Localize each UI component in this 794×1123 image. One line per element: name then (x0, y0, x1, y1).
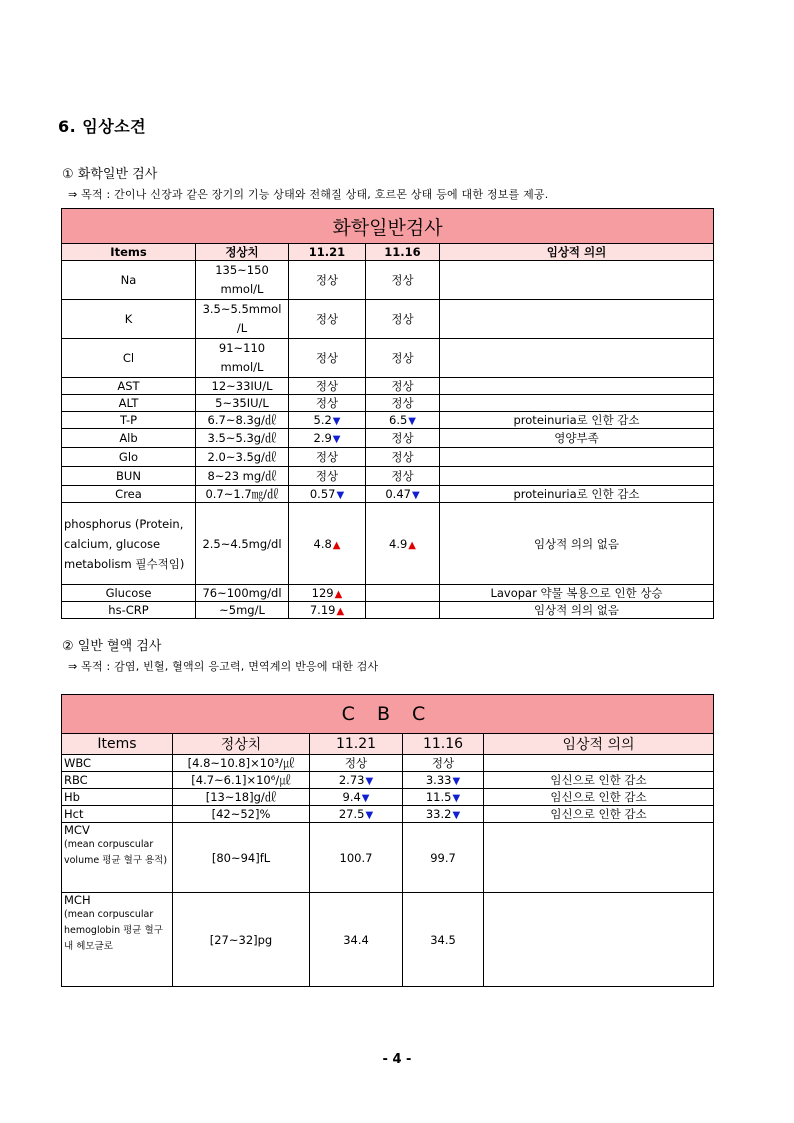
table-cell (366, 339, 440, 378)
cell-value: [4.7~6.1]×10⁶/㎕ (191, 773, 291, 787)
cell-value: 5~35IU/L (215, 396, 269, 410)
down-arrow-icon: ▼ (361, 793, 370, 804)
table-cell (196, 602, 289, 619)
cell-value: MCH (64, 893, 91, 907)
table-row (62, 893, 714, 987)
item-detail: (mean corpuscular volume 평균 혈구 용적) (64, 839, 168, 866)
table-cell (310, 789, 403, 806)
cell-value: ALT (118, 396, 139, 410)
cell-value: [80~94]fL (211, 850, 271, 865)
table-cell (196, 467, 289, 486)
table-row (62, 602, 714, 619)
cell-value: 정상 (315, 312, 339, 326)
table-cell (289, 448, 366, 467)
table-cell (403, 755, 484, 772)
cell-value: 9.4 (342, 790, 361, 804)
table-cell (289, 602, 366, 619)
cell-value: 정상 (431, 756, 455, 770)
cell-value: 4.9 (389, 536, 408, 551)
cell-value: 76~100mg/dl (202, 586, 282, 600)
table-cell (366, 429, 440, 448)
table-cell (484, 772, 714, 789)
cell-value: 임신으로 인한 감소 (550, 790, 647, 804)
cell-value: 129 (311, 586, 334, 600)
up-arrow-icon: ▲ (336, 606, 345, 617)
table-cell (440, 585, 714, 602)
table-cell (62, 772, 173, 789)
cell-value: 정상 (315, 396, 339, 410)
cell-value: Hb (64, 790, 80, 804)
cell-value: 12~33IU/L (211, 379, 273, 393)
table-cell (173, 755, 310, 772)
table-row (62, 300, 714, 339)
table-cell (366, 467, 440, 486)
table-cell (440, 467, 714, 486)
table-cell (196, 486, 289, 503)
table-cell (62, 412, 196, 429)
table-cell (62, 448, 196, 467)
table-cell (289, 300, 366, 339)
table-cell (366, 261, 440, 300)
table-cell (310, 823, 403, 893)
table-row (62, 585, 714, 602)
cell-value: 3.33 (425, 773, 452, 787)
table-cell (440, 261, 714, 300)
up-arrow-icon: ▲ (334, 589, 343, 600)
cell-value: 99.7 (430, 850, 456, 865)
table-cell (310, 893, 403, 987)
table-cell (62, 755, 173, 772)
cell-value: 0.7~1.7㎎/㎗ (205, 487, 279, 501)
table-cell (196, 395, 289, 412)
cell-value: 33.2 (425, 807, 452, 821)
cell-value: 정상 (391, 379, 414, 393)
cell-value: 91~110 mmol/L (218, 341, 266, 374)
cell-value: 정상 (344, 756, 368, 770)
down-arrow-icon: ▼ (332, 434, 341, 445)
cbc-header-row (62, 734, 714, 755)
down-arrow-icon: ▼ (365, 810, 374, 821)
table-cell (289, 395, 366, 412)
table-cell (196, 378, 289, 395)
table-cell (484, 893, 714, 987)
table-cell (310, 806, 403, 823)
table-cell (403, 893, 484, 987)
down-arrow-icon: ▼ (452, 793, 461, 804)
cell-value: ~5mg/L (219, 603, 265, 617)
cell-value: [27~32]pg (209, 932, 273, 947)
cell-value: 임신으로 인한 감소 (550, 807, 647, 821)
cell-value: T-P (119, 413, 138, 427)
table-row (62, 823, 714, 893)
table-cell (366, 602, 440, 619)
cell-value: Glucose (105, 586, 152, 600)
cell-value: Hct (64, 807, 84, 821)
down-arrow-icon: ▼ (408, 416, 416, 427)
table-row (62, 261, 714, 300)
table-cell (289, 339, 366, 378)
table-cell (484, 755, 714, 772)
col-header: 임상적 의의 (484, 734, 714, 755)
table-cell (440, 429, 714, 448)
cell-value: proteinuria로 인한 감소 (513, 487, 640, 501)
col-header: Items (62, 244, 196, 261)
table-cell (403, 789, 484, 806)
table-cell (62, 300, 196, 339)
cbc-purpose: ⇒ 목적 : 감염, 빈혈, 혈액의 응고력, 면역계의 반응에 대한 검사 (68, 660, 379, 673)
table-cell (440, 448, 714, 467)
table-cell (440, 339, 714, 378)
cell-value: 4.8 (313, 536, 332, 551)
table-row (62, 806, 714, 823)
table-cell (440, 300, 714, 339)
table-cell (62, 789, 173, 806)
table-row (62, 339, 714, 378)
table-cell (484, 823, 714, 893)
cell-value: 임신으로 인한 감소 (550, 773, 647, 787)
up-arrow-icon: ▲ (332, 539, 341, 551)
col-header: 임상적 의의 (440, 244, 714, 261)
table-cell (484, 806, 714, 823)
cell-value: RBC (64, 773, 88, 787)
cell-value: 정상 (315, 379, 339, 393)
table-cell (289, 585, 366, 602)
table-cell (289, 261, 366, 300)
chem-purpose: ⇒ 목적 : 간이나 신장과 같은 장기의 기능 상태와 전해질 상태, 호르몬 상태 등에 대한 정보를 제공. (68, 188, 549, 201)
cell-value: 0.57 (309, 487, 336, 501)
cell-value: 정상 (391, 312, 414, 326)
table-cell (366, 503, 440, 585)
col-header: Items (62, 734, 173, 755)
table-cell (62, 602, 196, 619)
table-cell (173, 893, 310, 987)
cell-value: 정상 (391, 431, 414, 445)
cell-value: Alb (119, 431, 138, 445)
table-cell (62, 806, 173, 823)
cell-value: 6.7~8.3g/㎗ (207, 413, 277, 427)
chem-table-title: 화학일반검사 (62, 209, 714, 244)
cbc-table-title: C B C (62, 695, 714, 734)
cell-value: 11.5 (425, 790, 452, 804)
table-cell (289, 429, 366, 448)
table-row (62, 486, 714, 503)
table-row (62, 412, 714, 429)
cell-value: 정상 (391, 396, 414, 410)
cell-value: 임상적 의의 없음 (533, 536, 620, 551)
section-title: 6. 임상소견 (58, 117, 147, 136)
table-cell (196, 448, 289, 467)
table-cell (289, 412, 366, 429)
down-arrow-icon: ▼ (336, 490, 345, 501)
cell-value: [42~52]% (211, 807, 271, 821)
table-cell (173, 823, 310, 893)
table-cell (196, 412, 289, 429)
table-cell (196, 429, 289, 448)
table-cell (403, 823, 484, 893)
col-header: 11.21 (310, 734, 403, 755)
table-cell (366, 412, 440, 429)
table-cell (440, 503, 714, 585)
table-cell (403, 772, 484, 789)
cell-value: 8~23 mg/㎗ (207, 469, 277, 483)
table-cell (289, 503, 366, 585)
table-cell (173, 806, 310, 823)
page-number: - 4 - (382, 1052, 412, 1067)
down-arrow-icon: ▼ (332, 416, 341, 427)
down-arrow-icon: ▼ (452, 776, 461, 787)
table-cell (62, 429, 196, 448)
cell-value: 정상 (391, 273, 414, 287)
cell-value: 0.47 (385, 487, 411, 501)
table-row (62, 467, 714, 486)
table-cell (196, 585, 289, 602)
cell-value: Glo (118, 450, 139, 464)
down-arrow-icon: ▼ (411, 490, 420, 501)
table-cell (62, 503, 196, 585)
col-header: 11.16 (366, 244, 440, 261)
table-cell (440, 486, 714, 503)
table-cell (366, 395, 440, 412)
table-cell (440, 395, 714, 412)
table-cell (366, 486, 440, 503)
cell-value: 정상 (391, 351, 414, 365)
table-cell (289, 467, 366, 486)
cell-value: hs-CRP (108, 603, 149, 617)
table-cell (310, 772, 403, 789)
table-cell (62, 893, 173, 987)
table-cell (289, 378, 366, 395)
cell-value: Cl (122, 351, 135, 365)
table-row (62, 448, 714, 467)
cell-value: 5.2 (313, 413, 332, 427)
cell-value: 2.0~3.5g/㎗ (207, 450, 277, 464)
cell-value: [4.8~10.8]×10³/㎕ (187, 756, 295, 770)
cell-value: proteinuria로 인한 감소 (513, 413, 640, 427)
table-cell (366, 300, 440, 339)
cell-value: 정상 (315, 450, 339, 464)
table-cell (62, 823, 173, 893)
cell-value: 3.5~5.5mmol /L (202, 302, 282, 335)
table-cell (62, 585, 196, 602)
col-header: 11.21 (289, 244, 366, 261)
table-cell (196, 300, 289, 339)
cell-value: 정상 (315, 469, 339, 483)
chem-subtitle: ① 화학일반 검사 (62, 167, 158, 182)
cell-value: K (124, 312, 133, 326)
table-cell (484, 789, 714, 806)
cell-value: BUN (116, 469, 141, 483)
table-row (62, 755, 714, 772)
table-cell (366, 585, 440, 602)
cell-value: Crea (115, 487, 142, 501)
table-row (62, 789, 714, 806)
table-cell (173, 772, 310, 789)
up-arrow-icon: ▲ (408, 539, 416, 551)
table-cell (62, 486, 196, 503)
table-cell (62, 378, 196, 395)
cell-value: 7.19 (309, 603, 336, 617)
cell-value: Lavopar 약물 복용으로 인한 상승 (490, 586, 663, 600)
table-cell (440, 602, 714, 619)
table-cell (173, 789, 310, 806)
cell-value: 135~150 mmol/L (215, 263, 269, 296)
table-row (62, 378, 714, 395)
cell-value: phosphorus (Protein, calcium, glucose metabolism 필수적임) (64, 516, 185, 571)
table-cell (289, 486, 366, 503)
cell-value: 정상 (391, 469, 414, 483)
cell-value: 임상적 의의 없음 (533, 603, 620, 617)
cell-value: [13~18]g/㎗ (205, 790, 277, 804)
cell-value: 2.9 (313, 431, 332, 445)
table-cell (196, 339, 289, 378)
table-row (62, 395, 714, 412)
cell-value: Na (120, 273, 137, 287)
table-cell (62, 467, 196, 486)
col-header: 11.16 (403, 734, 484, 755)
cell-value: 정상 (391, 450, 414, 464)
col-header: 정상치 (196, 244, 289, 261)
table-row (62, 429, 714, 448)
down-arrow-icon: ▼ (365, 776, 374, 787)
cell-value: WBC (64, 756, 92, 770)
table-cell (440, 412, 714, 429)
cell-value: 6.5 (389, 413, 408, 427)
table-cell (403, 806, 484, 823)
cell-value: 정상 (315, 351, 339, 365)
table-cell (62, 339, 196, 378)
table-cell (440, 378, 714, 395)
cell-value: 정상 (315, 273, 339, 287)
cell-value: 34.5 (430, 932, 456, 947)
chem-header-row (62, 244, 714, 261)
cell-value: 2.73 (338, 773, 365, 787)
col-header: 정상치 (173, 734, 310, 755)
cell-value: 영양부족 (554, 431, 599, 445)
cell-value: 3.5~5.3g/㎗ (207, 431, 277, 445)
table-cell (366, 378, 440, 395)
table-cell (62, 261, 196, 300)
down-arrow-icon: ▼ (452, 810, 461, 821)
cbc-table (61, 694, 714, 987)
cell-value: AST (117, 379, 140, 393)
cell-value: 27.5 (338, 807, 365, 821)
cell-value: 34.4 (343, 932, 369, 947)
cbc-subtitle: ② 일반 혈액 검사 (62, 639, 162, 654)
table-cell (310, 755, 403, 772)
chem-table (61, 208, 714, 619)
cell-value: MCV (64, 823, 90, 837)
table-cell (366, 448, 440, 467)
table-cell (62, 395, 196, 412)
table-row (62, 772, 714, 789)
cell-value: 100.7 (339, 850, 373, 865)
table-row (62, 503, 714, 585)
table-cell (196, 261, 289, 300)
item-detail: (mean corpuscular hemoglobin 평균 혈구내 헤모글로 (64, 909, 163, 952)
cell-value: 2.5~4.5mg/dl (202, 536, 282, 551)
table-cell (196, 503, 289, 585)
